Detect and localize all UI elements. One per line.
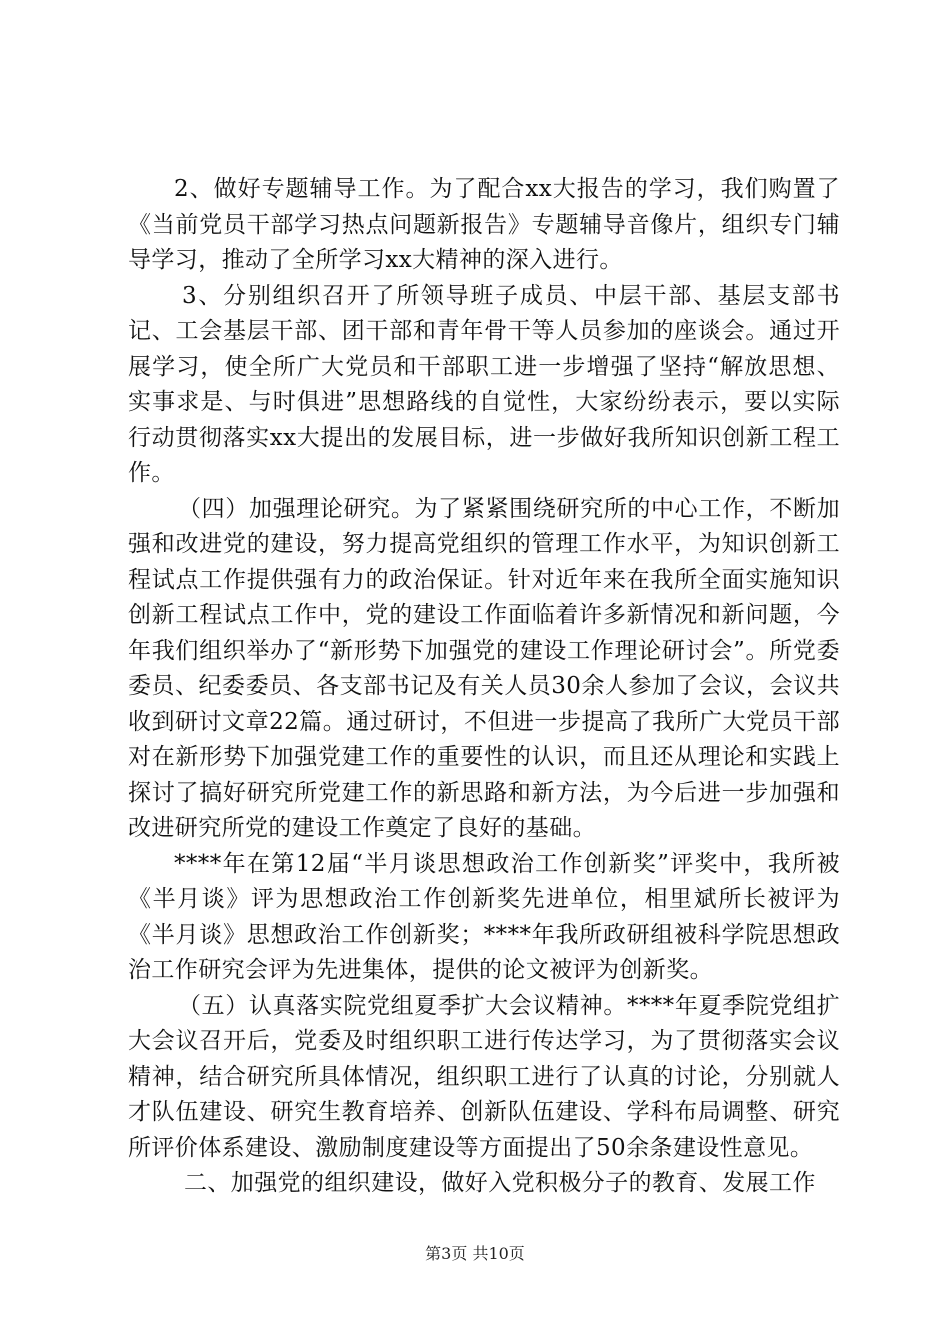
paragraph-awards: ****年在第12届“半月谈思想政治工作创新奖”评奖中，我所被《半月谈》评为思想政治工作创新奖先进单位，相里斌所长被评为《半月谈》思想政治工作创新奖；****年我所政研组被科学院思想政治工作研究会评为先进集体，提供的论文被评为创新奖。 bbox=[128, 850, 840, 983]
paragraph-topic-tutoring: 2、做好专题辅导工作。为了配合xx大报告的学习，我们购置了《当前党员干部学习热点问题新报告》专题辅导音像片，组织专门辅导学习，推动了全所学习xx大精神的深入进行。 bbox=[128, 176, 840, 273]
document-body bbox=[128, 172, 840, 1202]
page-footer: 第3页 共10页 bbox=[425, 1244, 525, 1263]
paragraph-summer-meeting: （五）认真落实院党组夏季扩大会议精神。****年夏季院党组扩大会议召开后，党委及时组织职工进行传达学习，为了贯彻落实会议精神，结合研究所具体情况，组织职工进行了认真的讨论，分别就人才队伍建设、研究生教育培养、创新队伍建设、学科布局调整、研究所评价体系建设、激励制度建设等方面提出了50余条建设性意见。 bbox=[128, 992, 840, 1161]
paragraph-symposium: 3、分别组织召开了所领导班子成员、中层干部、基层支部书记、工会基层干部、团干部和青年骨干等人员参加的座谈会。通过开展学习，使全所广大党员和干部职工进一步增强了坚持“解放思想、实事求是、与时俱进”思想路线的自觉性，大家纷纷表示，要以实际行动贯彻落实xx大提出的发展目标，进一步做好我所知识创新工程工作。 bbox=[128, 282, 840, 486]
section-heading-organization: 二、加强党的组织建设，做好入党积极分子的教育、发展工作 bbox=[184, 1170, 816, 1196]
paragraph-theory-research: （四）加强理论研究。为了紧紧围绕研究所的中心工作，不断加强和改进党的建设，努力提高党组织的管理工作水平，为知识创新工程试点工作提供强有力的政治保证。针对近年来在我所全面实施知识创新工程试点工作中，党的建设工作面临着许多新情况和新问题，今年我们组织举办了“新形势下加强党的建设工作理论研讨会”。所党委委员、纪委委员、各支部书记及有关人员30余人参加了会议，会议共收到研讨文章22篇。通过研讨，不但进一步提高了我所广大党员干部对在新形势下加强党建工作的重要性的认识，而且还从理论和实践上探讨了搞好研究所党建工作的新思路和新方法，为今后进一步加强和改进研究所党的建设工作奠定了良好的基础。 bbox=[128, 495, 840, 841]
